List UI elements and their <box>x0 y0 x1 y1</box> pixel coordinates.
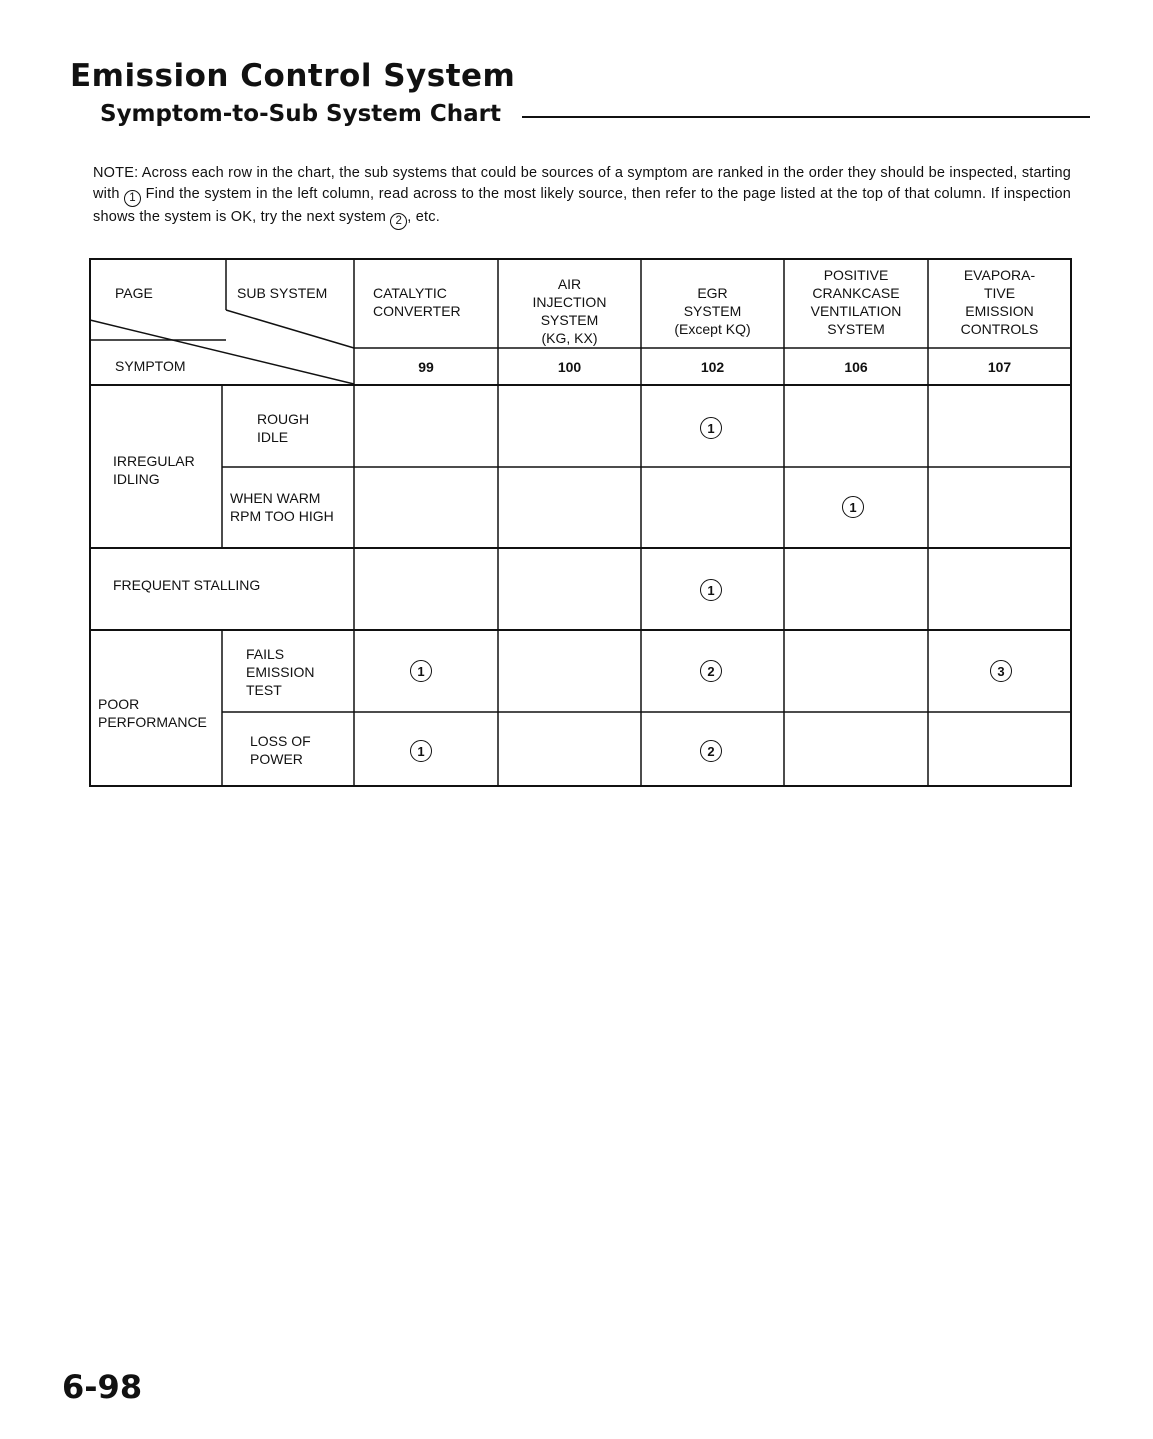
note-text-2: Find the system in the left column, read across to the most likely source, then refer to the page listed at the top of that column. If inspection shows the system is OK, try the next system <box>93 185 1072 225</box>
page-number-pcv: 106 <box>844 359 868 375</box>
subsystem-corner-label: SUB SYSTEM <box>237 285 328 301</box>
symptom-label-rough-idle: ROUGH IDLE <box>257 411 310 445</box>
column-header-pcv: POSITIVE CRANKCASE VENTILATION SYSTEM <box>810 267 902 337</box>
rank-2-icon: 2 <box>390 213 407 230</box>
chart-subtitle: Symptom-to-Sub System Chart <box>100 101 501 127</box>
rank-mark-loss-power-catalytic: 1 <box>410 740 432 762</box>
rank-mark-fails-emission-evaporative: 3 <box>990 660 1012 682</box>
group-label-poor-performance: POOR PERFORMANCE <box>98 696 207 730</box>
rank-mark-rpm-high-pcv: 1 <box>842 496 864 518</box>
rank-mark-fails-emission-catalytic: 1 <box>410 660 432 682</box>
page-number-catalytic: 99 <box>418 359 434 375</box>
symptom-label-rpm-too-high: WHEN WARM RPM TOO HIGH <box>230 490 334 524</box>
group-label-irregular-idling: IRREGULAR IDLING <box>113 453 195 487</box>
rank-1-icon: 1 <box>124 190 141 207</box>
rank-mark-rough-idle-egr: 1 <box>700 417 722 439</box>
symptom-label-fails-emission: FAILS EMISSION TEST <box>246 646 315 698</box>
column-header-air-injection: AIR INJECTION SYSTEM (KG, KX) <box>532 276 607 346</box>
column-header-catalytic: CATALYTIC CONVERTER <box>373 285 461 319</box>
page-title: Emission Control System <box>70 58 516 94</box>
note-text-3: , etc. <box>407 208 440 225</box>
page-number-air-injection: 100 <box>557 359 582 375</box>
column-header-egr: EGR SYSTEM (Except KQ) <box>674 285 751 337</box>
page-number-egr: 102 <box>700 359 725 375</box>
page-number: 6-98 <box>62 1368 143 1406</box>
symptom-corner-label: SYMPTOM <box>115 358 186 374</box>
column-header-evaporative: EVAPORA- TIVE EMISSION CONTROLS <box>960 267 1039 337</box>
page-corner-label: PAGE <box>115 285 153 301</box>
rank-mark-loss-power-egr: 2 <box>700 740 722 762</box>
page-number-evaporative: 107 <box>987 359 1012 375</box>
rank-mark-stalling-egr: 1 <box>700 579 722 601</box>
symptom-label-loss-of-power: LOSS OF POWER <box>250 733 311 767</box>
rank-mark-fails-emission-egr: 2 <box>700 660 722 682</box>
group-label-frequent-stalling: FREQUENT STALLING <box>113 577 261 593</box>
note-text-1: NOTE: Across each row in the chart, the sub systems that could be sources of a symptom are ranked in the order they should be inspected, starting with <box>93 165 1071 202</box>
